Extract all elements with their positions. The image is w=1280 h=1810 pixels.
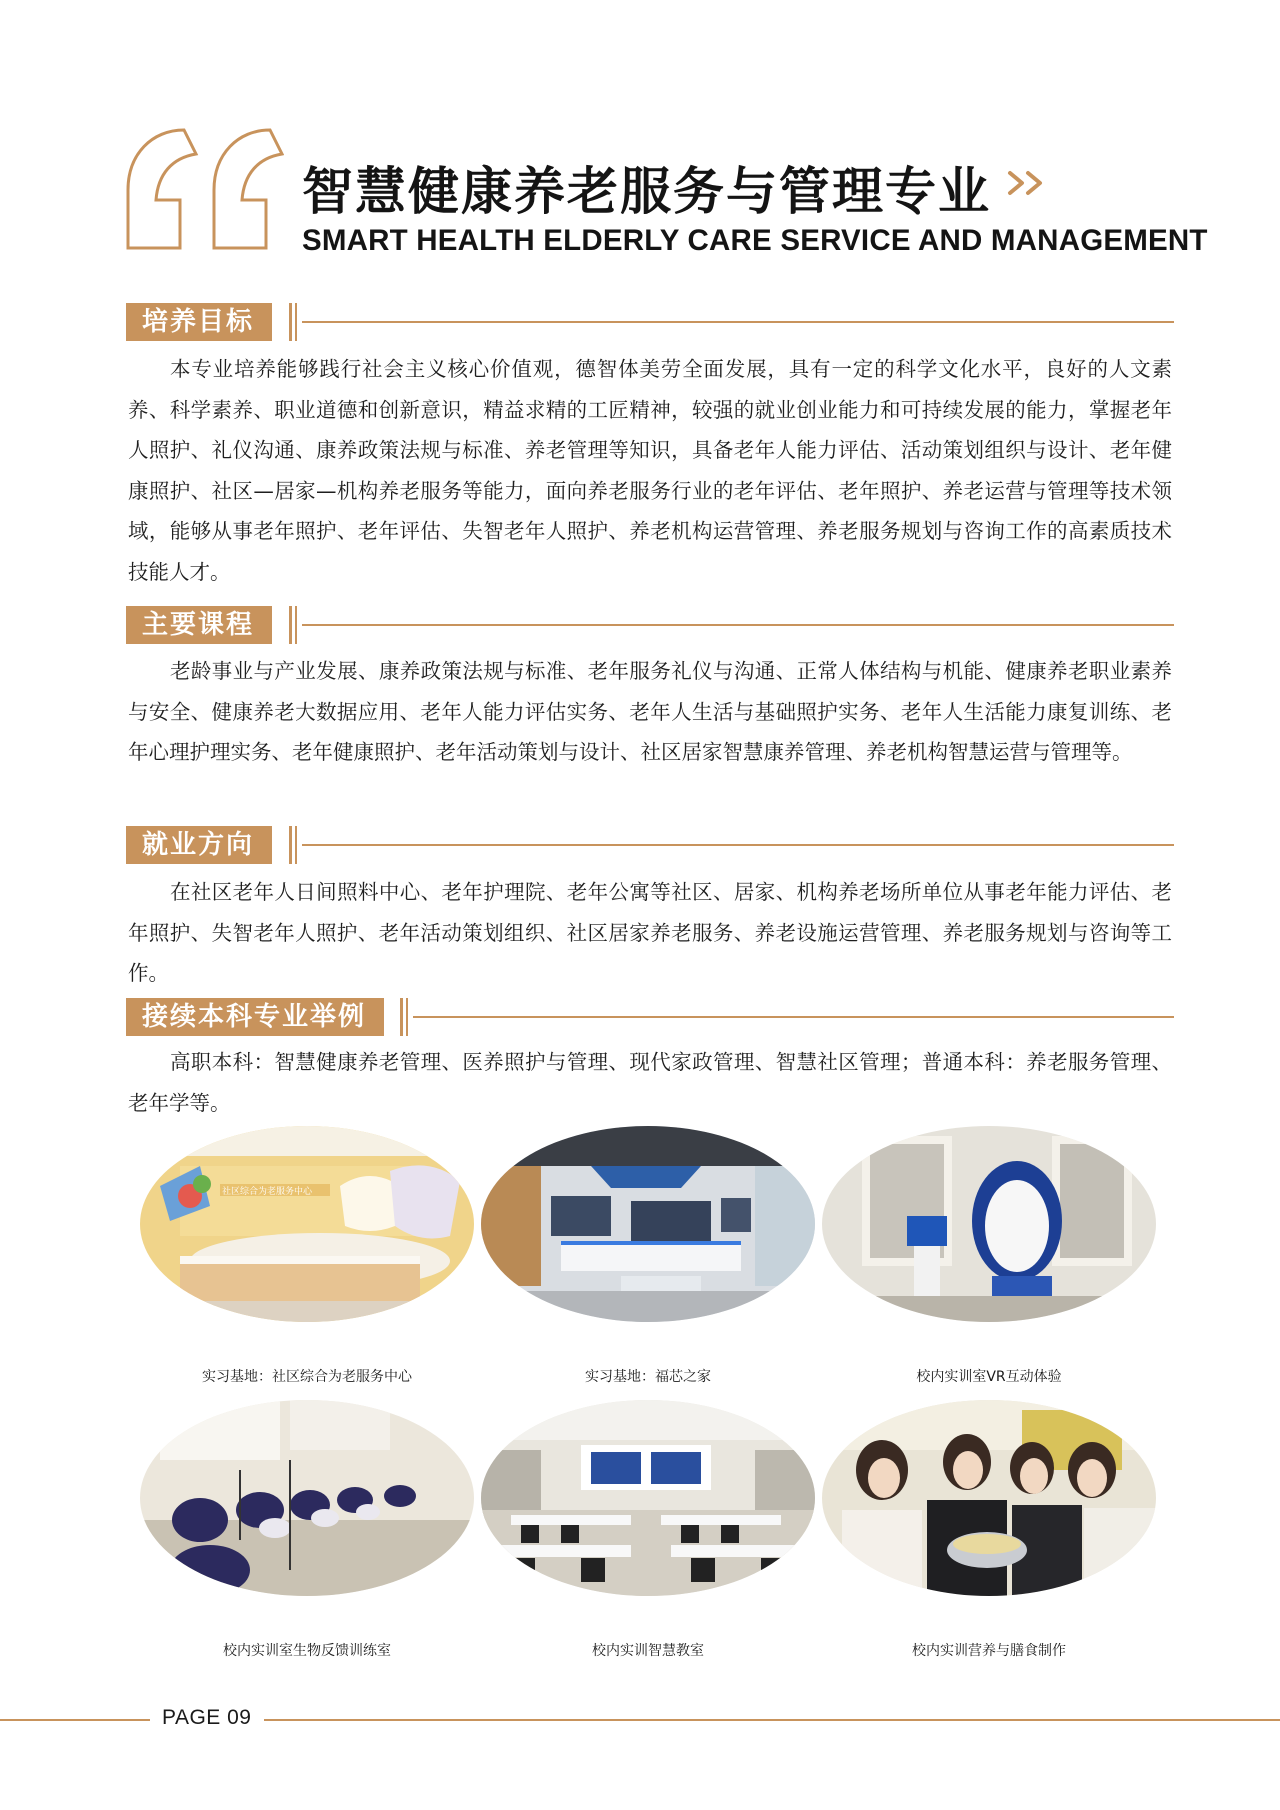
section-divider	[289, 826, 301, 864]
section-heading: 主要课程	[126, 606, 272, 644]
photo-nutrition-cooking	[822, 1400, 1156, 1596]
page-subtitle: SMART HEALTH ELDERLY CARE SERVICE AND MANAGEMENT	[302, 224, 1208, 257]
section-header-courses	[126, 606, 1174, 646]
section-header-careers	[126, 826, 1174, 866]
section-heading: 接续本科专业举例	[126, 998, 384, 1036]
page-title: 智慧健康养老服务与管理专业	[302, 163, 992, 222]
section-header-degree	[126, 998, 1174, 1038]
section-divider	[289, 303, 301, 341]
photo-biofeedback-room	[140, 1400, 474, 1596]
photo-caption: 校内实训室VR互动体验	[916, 1369, 1062, 1385]
photo-caption: 校内实训室生物反馈训练室	[223, 1643, 391, 1659]
section-header-goal	[126, 303, 1174, 343]
section-rule	[302, 624, 1174, 626]
photo-service-center	[140, 1126, 474, 1322]
section-text-careers: 在社区老年人日间照料中心、老年护理院、老年公寓等社区、居家、机构养老场所单位从事老年能力评估、老年照护、失智老年人照护、老年活动策划组织、社区居家养老服务、养老设施运营管理、养老服务规划与咨询等工作。	[128, 880, 1172, 985]
photo-caption: 实习基地：社区综合为老服务中心	[202, 1369, 412, 1385]
photo-fuxin-home	[481, 1126, 815, 1322]
page-number: PAGE 09	[162, 1706, 252, 1729]
section-rule	[302, 321, 1174, 323]
section-text-degree: 高职本科：智慧健康养老管理、医养照护与管理、现代家政管理、智慧社区管理；普通本科：养老服务管理、老年学等。	[128, 1050, 1172, 1115]
footer-rule-left	[0, 1719, 150, 1721]
photo-vr-experience	[822, 1126, 1156, 1322]
photo-caption: 校内实训智慧教室	[592, 1643, 704, 1659]
section-rule	[302, 844, 1174, 846]
photo-caption: 实习基地：福芯之家	[585, 1369, 711, 1385]
photo-caption: 校内实训营养与膳食制作	[912, 1643, 1066, 1659]
section-divider	[289, 606, 301, 644]
section-text-goal: 本专业培养能够践行社会主义核心价值观，德智体美劳全面发展，具有一定的科学文化水平，良好的人文素养、科学素养、职业道德和创新意识，精益求精的工匠精神，较强的就业创业能力和可持续发展的能力，掌握老年人照护、礼仪沟通、康养政策法规与标准、养老管理等知识，具备老年人能力评估、活动策划组织与设计、老年健康照护、社区—居家—机构养老服务等能力，面向养老服务行业的老年评估、老年照护、养老运营与管理等技术领域，能够从事老年照护、老年评估、失智老年人照护、养老机构运营管理、养老服务规划与咨询工作的高素质技术技能人才。	[128, 357, 1172, 584]
section-text-courses: 老龄事业与产业发展、康养政策法规与标准、老年服务礼仪与沟通、正常人体结构与机能、健康养老职业素养与安全、健康养老大数据应用、老年人能力评估实务、老年人生活与基础照护实务、老年人生活能力康复训练、老年心理护理实务、老年健康照护、老年活动策划与设计、社区居家智慧康养管理、养老机构智慧运营与管理等。	[128, 659, 1172, 764]
footer-rule-right	[264, 1719, 1280, 1721]
quote-mark-icon	[122, 124, 284, 254]
section-heading: 培养目标	[126, 303, 272, 341]
section-rule	[413, 1016, 1174, 1018]
photo-smart-classroom	[481, 1400, 815, 1596]
section-heading: 就业方向	[126, 826, 272, 864]
sign-text: 社区综合为老服务中心	[222, 1187, 313, 1197]
double-chevron-icon	[1002, 163, 1054, 203]
section-divider	[400, 998, 412, 1036]
